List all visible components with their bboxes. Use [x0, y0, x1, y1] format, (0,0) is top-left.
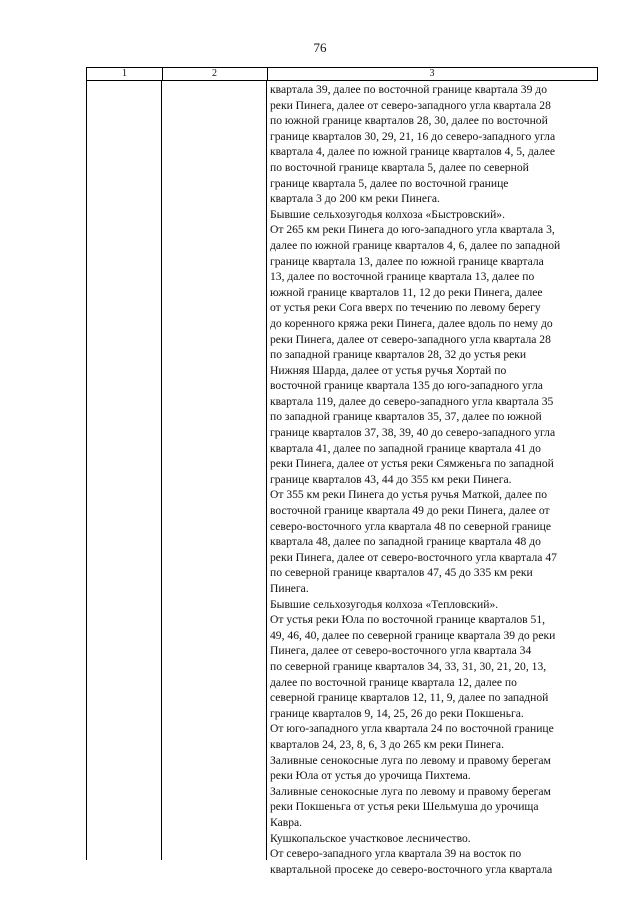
text-line: квартала 119, далее до северо-западного угла квартала 35	[270, 394, 554, 408]
text-line: восточной границе квартала 135 до юго-западного угла	[270, 379, 543, 393]
text-line: квартала 39, далее по восточной границе квартала 39 до	[270, 83, 547, 96]
text-line: реки Пинега, далее от устья реки Сямженьга по западной	[270, 457, 554, 471]
text-line: реки Пинега, далее от северо-восточного угла квартала 47	[270, 550, 557, 564]
text-line: квартала 48, далее по западной границе квартала 48 до	[270, 535, 541, 549]
column-header-1: 1	[87, 68, 163, 80]
column-header-3: 3	[429, 68, 435, 79]
column-border-1-2	[161, 80, 162, 860]
text-line: От северо-западного угла квартала 39 на восток по	[270, 847, 522, 861]
column-header-2: 2	[162, 68, 268, 80]
text-line: реки Покшеньга от устья реки Шельмуша до урочища	[270, 800, 539, 814]
text-line: Заливные сенокосные луга по левому и правому берегам	[270, 784, 551, 798]
text-line: восточной границе квартала 49 до реки Пинега, далее от	[270, 504, 550, 518]
table-column-header-row	[86, 67, 598, 81]
text-line: от устья реки Сога вверх по течению по левому берегу	[270, 301, 541, 315]
text-line: Кавра.	[270, 815, 303, 829]
text-line: по северной границе кварталов 34, 33, 31, 30, 21, 20, 13,	[270, 659, 547, 673]
page-number: 76	[313, 40, 327, 55]
text-line: по восточной границе квартала 5, далее по северной	[270, 160, 529, 174]
text-line: границе квартала 5, далее по восточной границе	[270, 176, 509, 190]
text-line: Пинега, далее от северо-восточного угла квартала 34	[270, 644, 532, 658]
text-line: северо-восточного угла квартала 48 по северной границе	[270, 519, 552, 533]
table-body	[86, 80, 598, 876]
text-line: Бывшие сельхозугодья колхоза «Быстровский».	[270, 207, 505, 221]
text-line: кварталов 24, 23, 8, 6, 3 до 265 км реки Пинега.	[270, 737, 504, 751]
text-line: далее по восточной границе квартала 12, далее по	[270, 675, 517, 689]
text-line: квартала 3 до 200 км реки Пинега.	[270, 192, 440, 206]
text-line: реки Пинега, далее от северо-западного угла квартала 28	[270, 98, 551, 112]
text-line: северной границе кварталов 12, 11, 9, далее по западной	[270, 691, 549, 705]
column-border-2-3	[266, 80, 267, 860]
column-3-text	[270, 82, 596, 877]
text-line: Заливные сенокосные луга по левому и правому берегам	[270, 753, 551, 767]
text-line: От 355 км реки Пинега до устья ручья Маткой, далее по	[270, 488, 547, 502]
text-line: границе кварталов 9, 14, 25, 26 до реки Покшеньга.	[270, 706, 524, 720]
text-line: границе кварталов 30, 29, 21, 16 до северо-западного угла	[270, 129, 556, 143]
text-line: 49, 46, 40, далее по северной границе квартала 39 до реки	[270, 628, 556, 642]
text-line: Бывшие сельхозугодья колхоза «Тепловский».	[270, 597, 499, 611]
text-line: От юго-западного угла квартала 24 по восточной границе	[270, 722, 554, 736]
column-border-left	[86, 80, 87, 860]
text-line: границе квартала 13, далее по южной границе квартала	[270, 254, 544, 268]
text-line: до коренного кряжа реки Пинега, далее вдоль по нему до	[270, 316, 553, 330]
text-line: границе кварталов 43, 44 до 355 км реки Пинега.	[270, 472, 512, 486]
text-line: квартала 41, далее по западной границе квартала 41 до	[270, 441, 541, 455]
text-line: От устья реки Юла по восточной границе кварталов 51,	[270, 613, 546, 627]
text-line: реки Пинега, далее от северо-западного угла квартала 28	[270, 332, 551, 346]
text-line: по западной границе кварталов 28, 32 до устья реки	[270, 348, 527, 362]
text-line: южной границе кварталов 11, 12 до реки Пинега, далее	[270, 285, 543, 299]
text-line: квартала 4, далее по южной границе кварталов 4, 5, далее	[270, 145, 556, 159]
text-line: границе кварталов 37, 38, 39, 40 до северо-западного угла	[270, 426, 556, 440]
text-line: по северной границе кварталов 47, 45 до 335 км реки	[270, 566, 533, 580]
text-line: От 265 км реки Пинега до юго-западного угла квартала 3,	[270, 223, 555, 237]
text-line: далее по южной границе кварталов 4, 6, далее по западной	[270, 238, 561, 252]
text-line: квартальной просеке до северо-восточного угла квартала	[270, 862, 553, 876]
text-line: 13, далее по восточной границе квартала 13, далее по	[270, 270, 535, 284]
text-line: по западной границе кварталов 35, 37, далее по южной	[270, 410, 542, 424]
text-line: Кушкопальское участковое лесничество.	[270, 831, 471, 845]
text-line: по южной границе кварталов 28, 30, далее по восточной	[270, 114, 548, 128]
text-line: Нижняя Шарда, далее от устья ручья Хортай по	[270, 363, 507, 377]
text-line: Пинега.	[270, 582, 309, 595]
text-line: реки Юла от устья до урочища Пихтема.	[270, 769, 471, 783]
